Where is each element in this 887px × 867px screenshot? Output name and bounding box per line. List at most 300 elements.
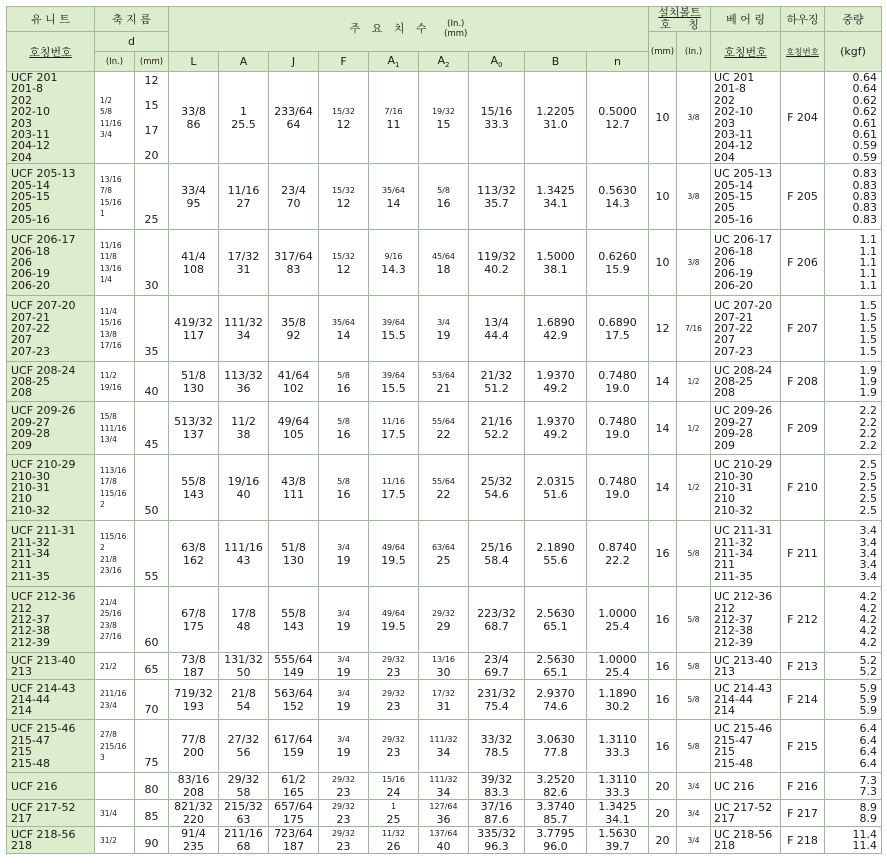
shaft-inch-cell <box>95 773 135 800</box>
weight-cell-line: 2.2 <box>859 415 878 429</box>
dim-A0-cell <box>469 521 525 587</box>
shaft-mm-value: 50 <box>144 504 159 518</box>
weight-cell-line: 2.2 <box>859 404 878 418</box>
shaft-mm-cell <box>135 296 169 362</box>
unit-sub-header: 호칭번호 <box>7 32 95 72</box>
dim-J-cell <box>269 720 319 773</box>
dim-A2-cell <box>419 164 469 230</box>
dim-A-cell-inch: 11/2 <box>231 415 256 429</box>
dim-F-cell-mm: 16 <box>336 428 351 442</box>
housing-number-cell: F 209 <box>781 402 825 455</box>
shaft-inch-cell <box>95 521 135 587</box>
dim-J-cell-inch: 49/64 <box>277 415 310 429</box>
dim-A-cell <box>219 653 269 680</box>
dim-L-cell-mm: 193 <box>183 699 204 713</box>
shaft-inch-cell-line: 13/4 <box>100 434 117 444</box>
dim-B-cell-inch: 1.5000 <box>536 249 575 263</box>
dim-A1-cell <box>369 653 419 680</box>
dim-A0-cell-inch: 231/32 <box>477 686 516 700</box>
bearing-number-cell-line: 217 <box>714 812 736 826</box>
weight-cell <box>825 653 882 680</box>
dim-A0-cell-mm: 33.3 <box>484 117 509 131</box>
unit-number-cell-line: 205-15 <box>11 190 50 204</box>
unit-number-cell-line: UCF 205-13 <box>11 167 76 181</box>
dim-F-cell-inch: 3/4 <box>337 608 350 618</box>
bolt-inch-cell: 1/2 <box>677 362 711 402</box>
bearing-number-cell-line: 215-48 <box>714 756 753 770</box>
bolt-inch-cell: 1/2 <box>677 402 711 455</box>
dim-A1-cell-inch: 11/16 <box>381 476 406 486</box>
bearing-number-cell-line: UC 208-24 <box>714 363 773 377</box>
dim-L-cell <box>169 455 219 521</box>
housing-number-cell: F 212 <box>781 587 825 653</box>
dim-A-cell <box>219 402 269 455</box>
dim-A1-cell <box>369 164 419 230</box>
weight-cell-line: 1.5 <box>859 344 878 358</box>
dim-L-cell <box>169 800 219 827</box>
weight-cell <box>825 164 882 230</box>
weight-cell-line: 2.2 <box>859 427 878 441</box>
bearing-number-cell-line: 207-23 <box>714 344 753 358</box>
dim-B-cell-inch: 1.6890 <box>536 315 575 329</box>
dim-J-cell-mm: 102 <box>283 381 304 395</box>
housing-number-cell: F 217 <box>781 800 825 827</box>
dim-n-cell <box>587 720 649 773</box>
shaft-inch-cell-line: 31/2 <box>100 835 117 845</box>
unit-number-cell-line: UCF 214-43 <box>11 681 76 695</box>
dim-B-cell-mm: 51.6 <box>543 487 568 501</box>
unit-number-cell-line: 207-23 <box>11 344 50 358</box>
bolt-inch-cell: 3/8 <box>677 164 711 230</box>
dim-A1-cell <box>369 362 419 402</box>
dim-A0-cell-inch: 119/32 <box>477 249 516 263</box>
dim-A1-cell-inch: 11/16 <box>381 417 406 427</box>
unit-number-cell-line: 207-22 <box>11 322 50 336</box>
weight-cell-line: 11.4 <box>852 839 878 853</box>
weight-cell-line: 6.4 <box>859 745 878 759</box>
table-row <box>7 521 882 587</box>
table-row <box>7 296 882 362</box>
dim-A1-cell-inch: 35/64 <box>381 185 406 195</box>
dim-J-cell-inch: 43/8 <box>281 474 306 488</box>
dim-J-cell <box>269 455 319 521</box>
dim-A2-cell-inch: 13/16 <box>431 655 456 665</box>
weight-cell-line: 8.9 <box>859 800 878 814</box>
dim-B-cell-inch: 1.9370 <box>536 415 575 429</box>
dim-L-cell-mm: 95 <box>186 196 201 210</box>
bearing-number-cell-line: 214-44 <box>714 693 753 707</box>
bearing-number-cell-line: 206-18 <box>714 244 753 258</box>
bearing-number-cell-line: UC 207-20 <box>714 299 773 313</box>
shaft-mm-cell <box>135 653 169 680</box>
dim-J-cell-inch: 233/64 <box>274 104 313 118</box>
dim-A1-cell <box>369 296 419 362</box>
weight-cell-line: 2.2 <box>859 438 878 452</box>
dim-B-cell-mm: 49.2 <box>543 428 568 442</box>
bearing-number-cell-line: 214 <box>714 704 736 718</box>
housing-number-cell: F 207 <box>781 296 825 362</box>
bolt-mm-cell: 16 <box>649 653 677 680</box>
dim-A1-cell <box>369 773 419 800</box>
unit-number-cell-line: UCF 216 <box>11 779 58 793</box>
dim-L-cell-inch: 77/8 <box>181 733 206 747</box>
dim-A2-cell-mm: 31 <box>436 699 451 713</box>
unit-number-cell-line: 212-38 <box>11 624 50 638</box>
dim-A0-cell-mm: 68.7 <box>484 619 509 633</box>
bolt-mm-cell: 16 <box>649 680 677 720</box>
weight-cell-line: 1.5 <box>859 322 878 336</box>
bearing-number-cell-line: 203-11 <box>714 128 753 142</box>
unit-number-cell <box>7 773 95 800</box>
table-row <box>7 587 882 653</box>
bolt-inch-cell: 3/4 <box>677 827 711 854</box>
unit-number-cell-line: UCF 207-20 <box>11 299 76 313</box>
bearing-number-cell <box>711 773 781 800</box>
weight-cell-line: 4.2 <box>859 624 878 638</box>
table-row <box>7 680 882 720</box>
bolt-inch-cell: 5/8 <box>677 653 711 680</box>
dim-F-cell <box>319 521 369 587</box>
dim-F-cell-mm: 14 <box>336 328 351 342</box>
shaft-inch-cell-line: 7/8 <box>100 186 113 196</box>
unit-number-cell-line: 201-8 <box>11 82 43 96</box>
dim-B-cell <box>525 773 587 800</box>
dim-L-cell-mm: 162 <box>183 553 204 567</box>
dim-J-cell-inch: 617/64 <box>274 733 313 747</box>
bolt-mm-cell: 14 <box>649 402 677 455</box>
dim-A2-cell <box>419 296 469 362</box>
unit-number-cell <box>7 296 95 362</box>
dim-A2-cell-inch: 63/64 <box>431 542 456 552</box>
dim-B-cell <box>525 587 587 653</box>
dim-L-cell <box>169 587 219 653</box>
unit-header: 유 니 트 <box>7 7 95 32</box>
unit-number-cell-line: UCF 218-56 <box>11 827 76 841</box>
dim-F-cell-mm: 16 <box>336 381 351 395</box>
bolt-inch-cell: 3/4 <box>677 773 711 800</box>
shaft-inch-cell-line: 23/8 <box>100 620 117 630</box>
dim-F-cell <box>319 773 369 800</box>
shaft-inch-cell-line: 113/16 <box>100 465 127 475</box>
dim-A2-cell-mm: 22 <box>436 428 451 442</box>
unit-number-cell-line: 211-32 <box>11 535 50 549</box>
shaft-inch-cell-line: 23/16 <box>100 566 122 576</box>
shaft-inch-cell-line: 115/16 <box>100 488 127 498</box>
dim-n-cell-inch: 1.3110 <box>598 773 637 787</box>
dim-F-cell <box>319 653 369 680</box>
dim-L-cell-mm: 117 <box>183 328 204 342</box>
bearing-sub-header: 호칭번호 <box>711 32 781 72</box>
housing-number-cell: F 208 <box>781 362 825 402</box>
table-row <box>7 230 882 296</box>
weight-cell-line: 3.4 <box>859 569 878 583</box>
dim-A0-cell-inch: 37/16 <box>480 800 513 814</box>
col-J: J <box>269 52 319 72</box>
shaft-mm-value: 35 <box>144 345 159 359</box>
bearing-number-cell-line: 211-34 <box>714 547 753 561</box>
shaft-inch-cell-line: 21/8 <box>100 554 117 564</box>
dim-A0-cell <box>469 587 525 653</box>
dim-L-cell <box>169 680 219 720</box>
bolt-header: 설치볼트 호 칭 <box>649 7 711 32</box>
dim-n-cell-inch: 0.6890 <box>598 315 637 329</box>
dim-A0-cell-mm: 83.3 <box>484 786 509 800</box>
weight-cell-line: 1.1 <box>859 244 878 258</box>
dim-F-cell-mm: 16 <box>336 487 351 501</box>
housing-number-cell: F 214 <box>781 680 825 720</box>
unit-number-cell-line: 205-14 <box>11 178 50 192</box>
dim-J-cell <box>269 230 319 296</box>
dim-A-cell-mm: 58 <box>236 786 251 800</box>
weight-cell <box>825 230 882 296</box>
dim-L-cell-mm: 187 <box>183 666 204 680</box>
shaft-mm-cell <box>135 680 169 720</box>
table-row <box>7 164 882 230</box>
dim-F-cell <box>319 72 369 164</box>
unit-number-cell <box>7 362 95 402</box>
dim-F-cell-inch: 3/4 <box>337 688 350 698</box>
bolt-mm-cell: 20 <box>649 800 677 827</box>
weight-cell-line: 0.61 <box>852 128 878 142</box>
unit-number-cell-line: 211 <box>11 558 32 572</box>
dim-B-cell <box>525 230 587 296</box>
housing-number-cell: F 206 <box>781 230 825 296</box>
dim-J-cell <box>269 773 319 800</box>
weight-cell <box>825 362 882 402</box>
weight-cell-line: 1.5 <box>859 299 878 313</box>
shaft-inch-cell-line: 21/4 <box>100 597 117 607</box>
ucf-spec-table <box>6 6 882 854</box>
shaft-inch-cell-line: 25/16 <box>100 609 122 619</box>
dim-n-cell-inch: 0.6260 <box>598 249 637 263</box>
dim-F-cell-inch: 15/32 <box>331 251 356 261</box>
weight-cell <box>825 827 882 854</box>
unit-number-cell-line: 208 <box>11 386 32 400</box>
dim-A0-cell-mm: 51.2 <box>484 381 509 395</box>
unit-number-cell-line: 206-19 <box>11 267 50 281</box>
dim-B-cell <box>525 296 587 362</box>
dim-A-cell <box>219 230 269 296</box>
weight-cell-line: 0.62 <box>852 93 878 107</box>
dim-L-cell <box>169 296 219 362</box>
dim-J-cell-mm: 149 <box>283 666 304 680</box>
dim-A1-cell-mm: 14.3 <box>381 262 406 276</box>
dim-A1-cell-mm: 11 <box>386 117 401 131</box>
weight-cell-line: 0.64 <box>852 82 878 96</box>
weight-cell <box>825 296 882 362</box>
dim-n-cell <box>587 362 649 402</box>
dim-A1-cell <box>369 587 419 653</box>
dim-A1-cell <box>369 521 419 587</box>
dim-B-cell-inch: 3.3740 <box>536 800 575 814</box>
dim-A1-cell <box>369 720 419 773</box>
dim-J-cell-inch: 657/64 <box>274 800 313 814</box>
dim-L-cell-inch: 419/32 <box>174 315 213 329</box>
dim-B-cell-inch: 3.2520 <box>536 773 575 787</box>
shaft-mm-value: 80 <box>144 783 159 797</box>
dim-L-cell-mm: 137 <box>183 428 204 442</box>
bearing-number-cell-line: 212 <box>714 601 736 615</box>
table-header <box>7 7 882 72</box>
dim-F-cell <box>319 296 369 362</box>
dim-A0-cell-inch: 223/32 <box>477 606 516 620</box>
shaft-mm-value: 60 <box>144 636 159 650</box>
unit-number-cell-line: 210-32 <box>11 503 50 517</box>
dim-A-cell <box>219 800 269 827</box>
dim-F-cell-inch: 15/32 <box>331 185 356 195</box>
dim-L-cell-inch: 821/32 <box>174 800 213 814</box>
dim-A0-cell-inch: 13/4 <box>484 315 509 329</box>
dim-n-cell-mm: 12.7 <box>605 117 630 131</box>
dim-A-cell-inch: 111/32 <box>224 315 263 329</box>
dim-A-cell-inch: 215/32 <box>224 800 263 814</box>
shaft-inch-cell <box>95 230 135 296</box>
shaft-inch-cell-line: 2 <box>100 500 105 510</box>
dim-L-cell-inch: 83/16 <box>177 773 210 787</box>
bearing-number-cell-line: 205-15 <box>714 190 753 204</box>
unit-number-cell-line: UCF 213-40 <box>11 653 76 667</box>
housing-number-cell: F 211 <box>781 521 825 587</box>
dim-A-cell <box>219 827 269 854</box>
dim-B-cell-mm: 49.2 <box>543 381 568 395</box>
unit-number-cell <box>7 800 95 827</box>
bolt-mm-cell: 10 <box>649 230 677 296</box>
weight-cell-line: 1.1 <box>859 256 878 270</box>
weight-cell-line: 1.9 <box>859 386 878 400</box>
weight-cell-line: 4.2 <box>859 590 878 604</box>
dim-A-cell-mm: 43 <box>236 553 251 567</box>
dim-A1-cell <box>369 800 419 827</box>
unit-number-cell-line: UCF 217-52 <box>11 800 76 814</box>
dim-L-cell-mm: 130 <box>183 381 204 395</box>
dim-F-cell-inch: 5/8 <box>337 476 350 486</box>
shaft-mm-cell <box>135 773 169 800</box>
dim-A2-cell-mm: 34 <box>436 746 451 760</box>
bearing-number-cell <box>711 653 781 680</box>
dim-A2-cell <box>419 773 469 800</box>
weight-cell-line: 4.2 <box>859 635 878 649</box>
unit-number-cell-line: 212 <box>11 601 32 615</box>
dim-n-cell <box>587 72 649 164</box>
dim-A2-cell-mm: 16 <box>436 196 451 210</box>
dim-A2-cell-inch: 45/64 <box>431 251 456 261</box>
dim-F-cell-inch: 29/32 <box>331 829 356 839</box>
dim-A1-cell-inch: 39/64 <box>381 370 406 380</box>
dim-F-cell <box>319 230 369 296</box>
unit-number-cell <box>7 827 95 854</box>
bolt-inch-cell: 3/4 <box>677 800 711 827</box>
dim-n-cell <box>587 455 649 521</box>
shaft-inch-cell <box>95 72 135 164</box>
dim-J-cell-inch: 317/64 <box>274 249 313 263</box>
dim-A-cell-mm: 50 <box>236 666 251 680</box>
dim-n-cell <box>587 773 649 800</box>
dim-A0-cell-inch: 21/16 <box>480 415 513 429</box>
weight-cell-line: 3.4 <box>859 547 878 561</box>
weight-cell <box>825 72 882 164</box>
dim-J-cell-inch: 23/4 <box>281 183 306 197</box>
table-row <box>7 800 882 827</box>
dim-A0-cell-mm: 87.6 <box>484 813 509 827</box>
dim-B-cell-mm: 77.8 <box>543 746 568 760</box>
shaft-inch-cell-line: 1/4 <box>100 275 113 285</box>
weight-cell <box>825 680 882 720</box>
dim-A1-cell-inch: 7/16 <box>384 106 403 116</box>
dim-J-cell <box>269 521 319 587</box>
bolt-inch-cell: 5/8 <box>677 720 711 773</box>
bearing-number-cell-line: 204 <box>714 150 736 164</box>
dim-n-cell-mm: 19.0 <box>605 428 630 442</box>
bolt-inch-cell: 5/8 <box>677 587 711 653</box>
bearing-number-cell-line: 209 <box>714 438 736 452</box>
dim-A-cell-mm: 36 <box>236 381 251 395</box>
dim-n-cell-mm: 19.0 <box>605 381 630 395</box>
dim-n-cell <box>587 521 649 587</box>
dim-A2-cell <box>419 680 469 720</box>
bolt-inch-cell: 7/16 <box>677 296 711 362</box>
dim-A0-cell-mm: 35.7 <box>484 196 509 210</box>
housing-sub-header: 호칭번호 <box>781 32 825 72</box>
dim-L-cell <box>169 653 219 680</box>
dim-A2-cell-inch: 55/64 <box>431 476 456 486</box>
dim-n-cell-mm: 39.7 <box>605 840 630 854</box>
weight-cell-line: 1.1 <box>859 267 878 281</box>
housing-number-cell: F 216 <box>781 773 825 800</box>
dim-L-cell-mm: 208 <box>183 786 204 800</box>
dim-A2-cell-mm: 25 <box>436 553 451 567</box>
bearing-number-cell-line: 213 <box>714 665 736 679</box>
bearing-header: 베 어 링 <box>711 7 781 32</box>
dim-L-cell-mm: 86 <box>186 117 201 131</box>
dim-A0-cell-mm: 78.5 <box>484 746 509 760</box>
shaft-mm-value: 45 <box>144 438 159 452</box>
dim-A0-cell-inch: 15/16 <box>480 104 513 118</box>
bolt-mm-cell: 14 <box>649 362 677 402</box>
bearing-number-cell-line: 202-10 <box>714 105 753 119</box>
dim-L-cell-mm: 108 <box>183 262 204 276</box>
unit-number-cell-line: 210-30 <box>11 469 50 483</box>
dim-J-cell-mm: 143 <box>283 619 304 633</box>
dim-A-cell-inch: 113/32 <box>224 368 263 382</box>
dim-A0-cell-mm: 96.3 <box>484 840 509 854</box>
dim-A1-cell-mm: 17.5 <box>381 428 406 442</box>
bolt-mm-header: (mm) <box>649 32 677 72</box>
dim-A0-cell <box>469 72 525 164</box>
col-A0: $A_0$ <box>469 52 525 72</box>
housing-number-cell: F 213 <box>781 653 825 680</box>
unit-number-cell-line: UCF 215-46 <box>11 722 76 736</box>
dim-B-cell-mm: 31.0 <box>543 117 568 131</box>
shaft-mm-value: 55 <box>144 570 159 584</box>
shaft-mm-cell <box>135 800 169 827</box>
dim-J-cell <box>269 402 319 455</box>
weight-cell-line: 11.4 <box>852 827 878 841</box>
shaft-in-header: (In.) <box>95 52 135 72</box>
shaft-mm-cell <box>135 72 169 164</box>
shaft-inch-cell-line: 23/4 <box>100 700 117 710</box>
bearing-number-cell <box>711 230 781 296</box>
dim-A2-cell <box>419 827 469 854</box>
unit-number-cell-line: 213 <box>11 665 32 679</box>
dim-A1-cell-mm: 15.5 <box>381 328 406 342</box>
dim-A1-cell-inch: 15/16 <box>381 775 406 785</box>
unit-number-cell <box>7 72 95 164</box>
bearing-number-cell-line: UC 213-40 <box>714 653 773 667</box>
dim-F-cell-mm: 12 <box>336 196 351 210</box>
bearing-number-cell-line: 202 <box>714 93 736 107</box>
weight-cell-line: 0.59 <box>852 139 878 153</box>
dim-J-cell-mm: 130 <box>283 553 304 567</box>
